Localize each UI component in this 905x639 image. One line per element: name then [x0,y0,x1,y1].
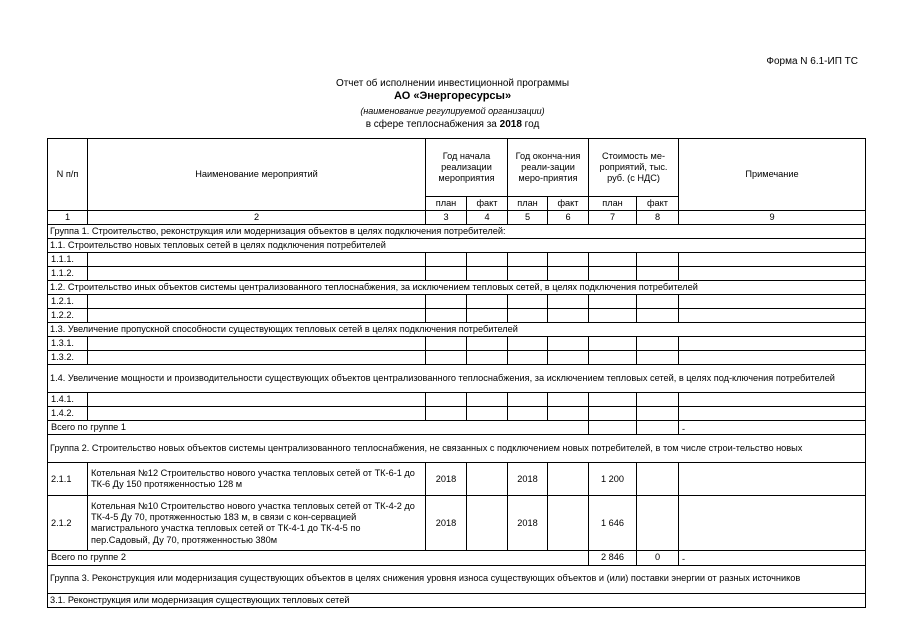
subheader-plan: план [589,197,637,211]
subgroup-row [48,281,866,295]
cost-plan: 1 646 [589,496,637,551]
column-index-row [48,211,866,225]
column-index: 4 [467,211,508,225]
col-header-start-year: Год начала реализации мероприятия [426,139,508,197]
col-header-cost: Стоимость ме-роприятий, тыс. руб. (с НДС) [589,139,679,197]
group-row [48,225,866,239]
table-row [48,393,866,407]
row-name: Котельная №12 Строительство нового участка тепловых сетей от ТК-6-1 до ТК-6 Ду 150 протяженностью 128 м [88,463,426,496]
table-row [48,267,866,281]
table-row [48,407,866,421]
subheader-fact: факт [637,197,679,211]
col-header-name: Наименование мероприятий [88,139,426,211]
col-header-end-year: Год оконча-ния реали-зации меро-приятия [508,139,589,197]
group-2-total-fact: 0 [637,551,679,565]
cost-plan: 1 200 [589,463,637,496]
group-1-title: Группа 1. Строительство, реконструкция или модернизация объектов в целях подключения потребителей: [48,225,866,239]
table-row [48,496,866,551]
start-year-plan: 2018 [426,463,467,496]
total-row [48,421,866,435]
end-year-plan: 2018 [508,463,548,496]
table-row [48,463,866,496]
subheader-plan: план [426,197,467,211]
table-header-row [48,139,866,197]
column-index: 5 [508,211,548,225]
column-index: 9 [679,211,866,225]
table-row [48,253,866,267]
start-year-plan: 2018 [426,496,467,551]
subgroup-1-1-title: 1.1. Строительство новых тепловых сетей в целях подключения потребителей [48,239,866,253]
row-number: 1.2.1. [48,295,88,309]
group-row [48,435,866,463]
column-index: 1 [48,211,88,225]
subheader-fact: факт [548,197,589,211]
group-1-total-label: Всего по группе 1 [48,421,589,435]
subgroup-row [48,365,866,393]
subgroup-row [48,239,866,253]
group-2-total-note: - [679,551,866,565]
organization-name: АО «Энергоресурсы» [393,90,512,102]
total-row [48,551,866,565]
organization-caption: (наименование регулируемой организации) [360,106,545,116]
row-number: 1.4.2. [48,407,88,421]
table-row [48,295,866,309]
row-number: 1.3.1. [48,337,88,351]
col-header-note: Примечание [679,139,866,211]
form-number: Форма N 6.1-ИП ТС [766,56,858,67]
subgroup-row [48,593,866,607]
report-year: 2018 [499,119,522,130]
row-number: 1.2.2. [48,309,88,323]
col-header-num: N п/п [48,139,88,211]
scope-suffix: год [521,119,540,130]
group-row [48,565,866,593]
subheader-plan: план [508,197,548,211]
subheader-fact: факт [467,197,508,211]
row-number: 1.4.1. [48,393,88,407]
group-2-total-plan: 2 846 [589,551,637,565]
column-index: 6 [548,211,589,225]
group-2-title: Группа 2. Строительство новых объектов системы централизованного теплоснабжения, не связанных с подключением новых потребителей, в том числе строи-тельство новых [48,435,866,463]
row-number: 2.1.1 [48,463,88,496]
column-index: 2 [88,211,426,225]
group-1-total-note: - [679,421,866,435]
group-3-title: Группа 3. Реконструкция или модернизация существующих объектов в целях снижения уровня износа существующих объектов и (или) поставки энергии от разных источников [48,565,866,593]
subgroup-3-1-title: 3.1. Реконструкция или модернизация существующих тепловых сетей [48,593,866,607]
end-year-plan: 2018 [508,496,548,551]
group-2-total-label: Всего по группе 2 [48,551,589,565]
subgroup-1-4-title: 1.4. Увеличение мощности и производительности существующих объектов централизованного теплоснабжения, за исключением тепловых сетей, в целях под-ключения потребителей [48,365,866,393]
row-number: 2.1.2 [48,496,88,551]
column-index: 3 [426,211,467,225]
subgroup-row [48,323,866,337]
table-row [48,337,866,351]
report-title: Отчет об исполнении инвестиционной программы [335,78,570,89]
table-row [48,309,866,323]
report-scope [0,119,905,130]
subgroup-1-2-title: 1.2. Строительство иных объектов системы централизованного теплоснабжения, за исключением тепловых сетей, в целях подключения потребителей [48,281,866,295]
scope-prefix: в сфере теплоснабжения за [365,119,500,130]
row-number: 1.1.1. [48,253,88,267]
column-index: 8 [637,211,679,225]
row-number: 1.1.2. [48,267,88,281]
table-row [48,351,866,365]
investment-program-table [47,138,866,608]
row-name: Котельная №10 Строительство нового участка тепловых сетей от ТК-4-2 до ТК-4-5 Ду 70, протяженностью 183 м, в связи с кон-сервацией магистрального участка тепловых сетей от ТК-4-1 до ТК-4-5 по пер.Садовый, Ду 70, протяженностью 380м [88,496,426,551]
subgroup-1-3-title: 1.3. Увеличение пропускной способности существующих тепловых сетей в целях подключения потребителей [48,323,866,337]
column-index: 7 [589,211,637,225]
row-number: 1.3.2. [48,351,88,365]
